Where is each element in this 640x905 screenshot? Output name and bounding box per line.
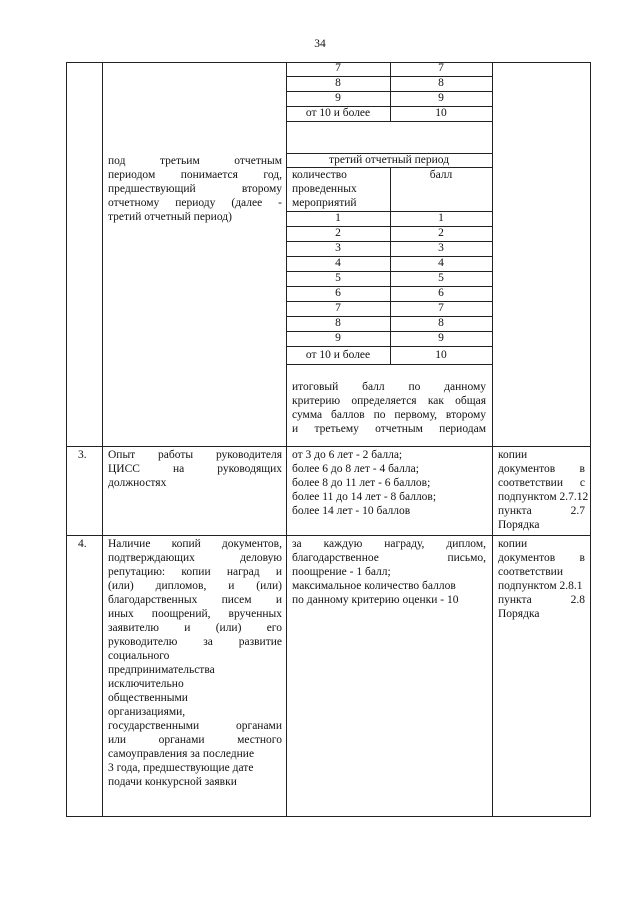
text-line: по данному критерию оценки - 10 (292, 594, 459, 606)
col-divider-2 (286, 62, 287, 817)
text-line: самоуправления за последние (108, 748, 255, 760)
table-cell: 2 (335, 227, 341, 239)
text-line: благодарственное письмо, (292, 552, 486, 564)
text-line: итоговый балл по данному (292, 381, 486, 393)
table-cell: 4 (438, 257, 444, 269)
text-line: критерию определяется как общая (292, 395, 486, 407)
text-line: сумма баллов по первому, второму (292, 409, 486, 421)
text-line: Наличие копий документов, (108, 538, 282, 550)
table-cell: 9 (335, 332, 341, 344)
text-line: благодарственных писем и (108, 594, 282, 606)
row-number: 4. (78, 538, 87, 550)
table-cell: от 10 и более (305, 349, 371, 361)
text-line: от 3 до 6 лет - 2 балла; (292, 449, 403, 461)
table-cell: от 10 и более (305, 107, 371, 119)
text-line: копии (498, 449, 528, 461)
table-cell: 6 (335, 287, 341, 299)
text-line: общественными (108, 692, 188, 704)
text-line: подтверждающих деловую (108, 552, 282, 564)
col-header-events: мероприятий (292, 197, 357, 209)
text-line: соответствии (498, 566, 563, 578)
table-cell: 5 (438, 272, 444, 284)
table-cell: 7 (438, 302, 444, 314)
text-line: заявителю и (или) его (108, 622, 282, 634)
table-left-border (66, 62, 67, 817)
text-line: Порядка (498, 519, 540, 531)
text-line: копии (498, 538, 528, 550)
text-line: соответствии с (498, 477, 585, 489)
row-number: 3. (78, 449, 87, 461)
text-line: организациями, (108, 706, 186, 718)
table-cell: 1 (335, 212, 341, 224)
table-cell: 10 (435, 349, 447, 361)
col-divider-1 (102, 62, 103, 817)
text-line: пункта 2.7 (498, 505, 585, 517)
text-line: подпунктом 2.8.1 (498, 580, 583, 592)
table-cell: 7 (335, 62, 341, 74)
text-line: более 14 лет - 10 баллов (292, 505, 411, 517)
text-line: третий отчетный период) (108, 211, 232, 223)
table-cell: 3 (438, 242, 444, 254)
table-cell: 7 (335, 302, 341, 314)
table-cell: 8 (335, 317, 341, 329)
table-right-border (590, 62, 591, 817)
table-cell: 9 (438, 92, 444, 104)
table-cell: 8 (335, 77, 341, 89)
text-line: подпунктом 2.7.12 (498, 491, 589, 503)
table-cell: 5 (335, 272, 341, 284)
col-header-events: количество (292, 169, 347, 181)
text-line: Опыт работы руководителя (108, 449, 282, 461)
text-line: отчетному периоду (далее - (108, 197, 282, 209)
table-cell: 9 (335, 92, 341, 104)
table-cell: 1 (438, 212, 444, 224)
text-line: Порядка (498, 608, 540, 620)
col-header-points: балл (429, 169, 453, 181)
text-line: более 6 до 8 лет - 4 балла; (292, 463, 419, 475)
text-line: или органами местного (108, 734, 282, 746)
table-cell: 8 (438, 317, 444, 329)
text-line: под третьим отчетным (108, 155, 282, 167)
text-line: иных поощрений, врученных (108, 608, 282, 620)
text-line: предшествующий второму (108, 183, 282, 195)
text-line: более 8 до 11 лет - 6 баллов; (292, 477, 431, 489)
text-line: пункта 2.8 (498, 594, 585, 606)
page-number: 34 (314, 38, 326, 50)
text-line: максимальное количество баллов (292, 580, 456, 592)
col-header-events: проведенных (292, 183, 357, 195)
text-line: 3 года, предшествующие дате (108, 762, 254, 774)
text-line: периодом понимается год, (108, 169, 282, 181)
table-cell: 8 (438, 77, 444, 89)
text-line: руководителю за развитие (108, 636, 282, 648)
table-bottom-border (66, 816, 590, 817)
table-cell: 3 (335, 242, 341, 254)
text-line: должностях (108, 477, 167, 489)
row-separator-3 (66, 446, 590, 447)
text-line: (или) дипломов, и (или) (108, 580, 282, 592)
col-divider-3 (492, 62, 493, 817)
text-line: подачи конкурсной заявки (108, 776, 237, 788)
third-period-title: третий отчетный период (328, 154, 450, 166)
table-cell: 10 (435, 107, 447, 119)
row-separator-4 (66, 535, 590, 536)
text-line: ЦИСС на руководящих (108, 463, 282, 475)
table-cell: 9 (438, 332, 444, 344)
text-line: социального (108, 650, 170, 662)
text-line: документов в (498, 552, 585, 564)
text-line: за каждую награду, диплом, (292, 538, 486, 550)
text-line: репутацию: копии наград и (108, 566, 282, 578)
text-line: документов в (498, 463, 585, 475)
text-line: и третьему отчетным периодам (292, 423, 486, 435)
text-line: исключительно (108, 678, 184, 690)
text-line: предпринимательства (108, 664, 215, 676)
table-cell: 4 (335, 257, 341, 269)
table-cell: 2 (438, 227, 444, 239)
text-line: более 11 до 14 лет - 8 баллов; (292, 491, 437, 503)
table-cell: 7 (438, 62, 444, 74)
text-line: государственными органами (108, 720, 282, 732)
text-line: поощрение - 1 балл; (292, 566, 391, 578)
table-cell: 6 (438, 287, 444, 299)
